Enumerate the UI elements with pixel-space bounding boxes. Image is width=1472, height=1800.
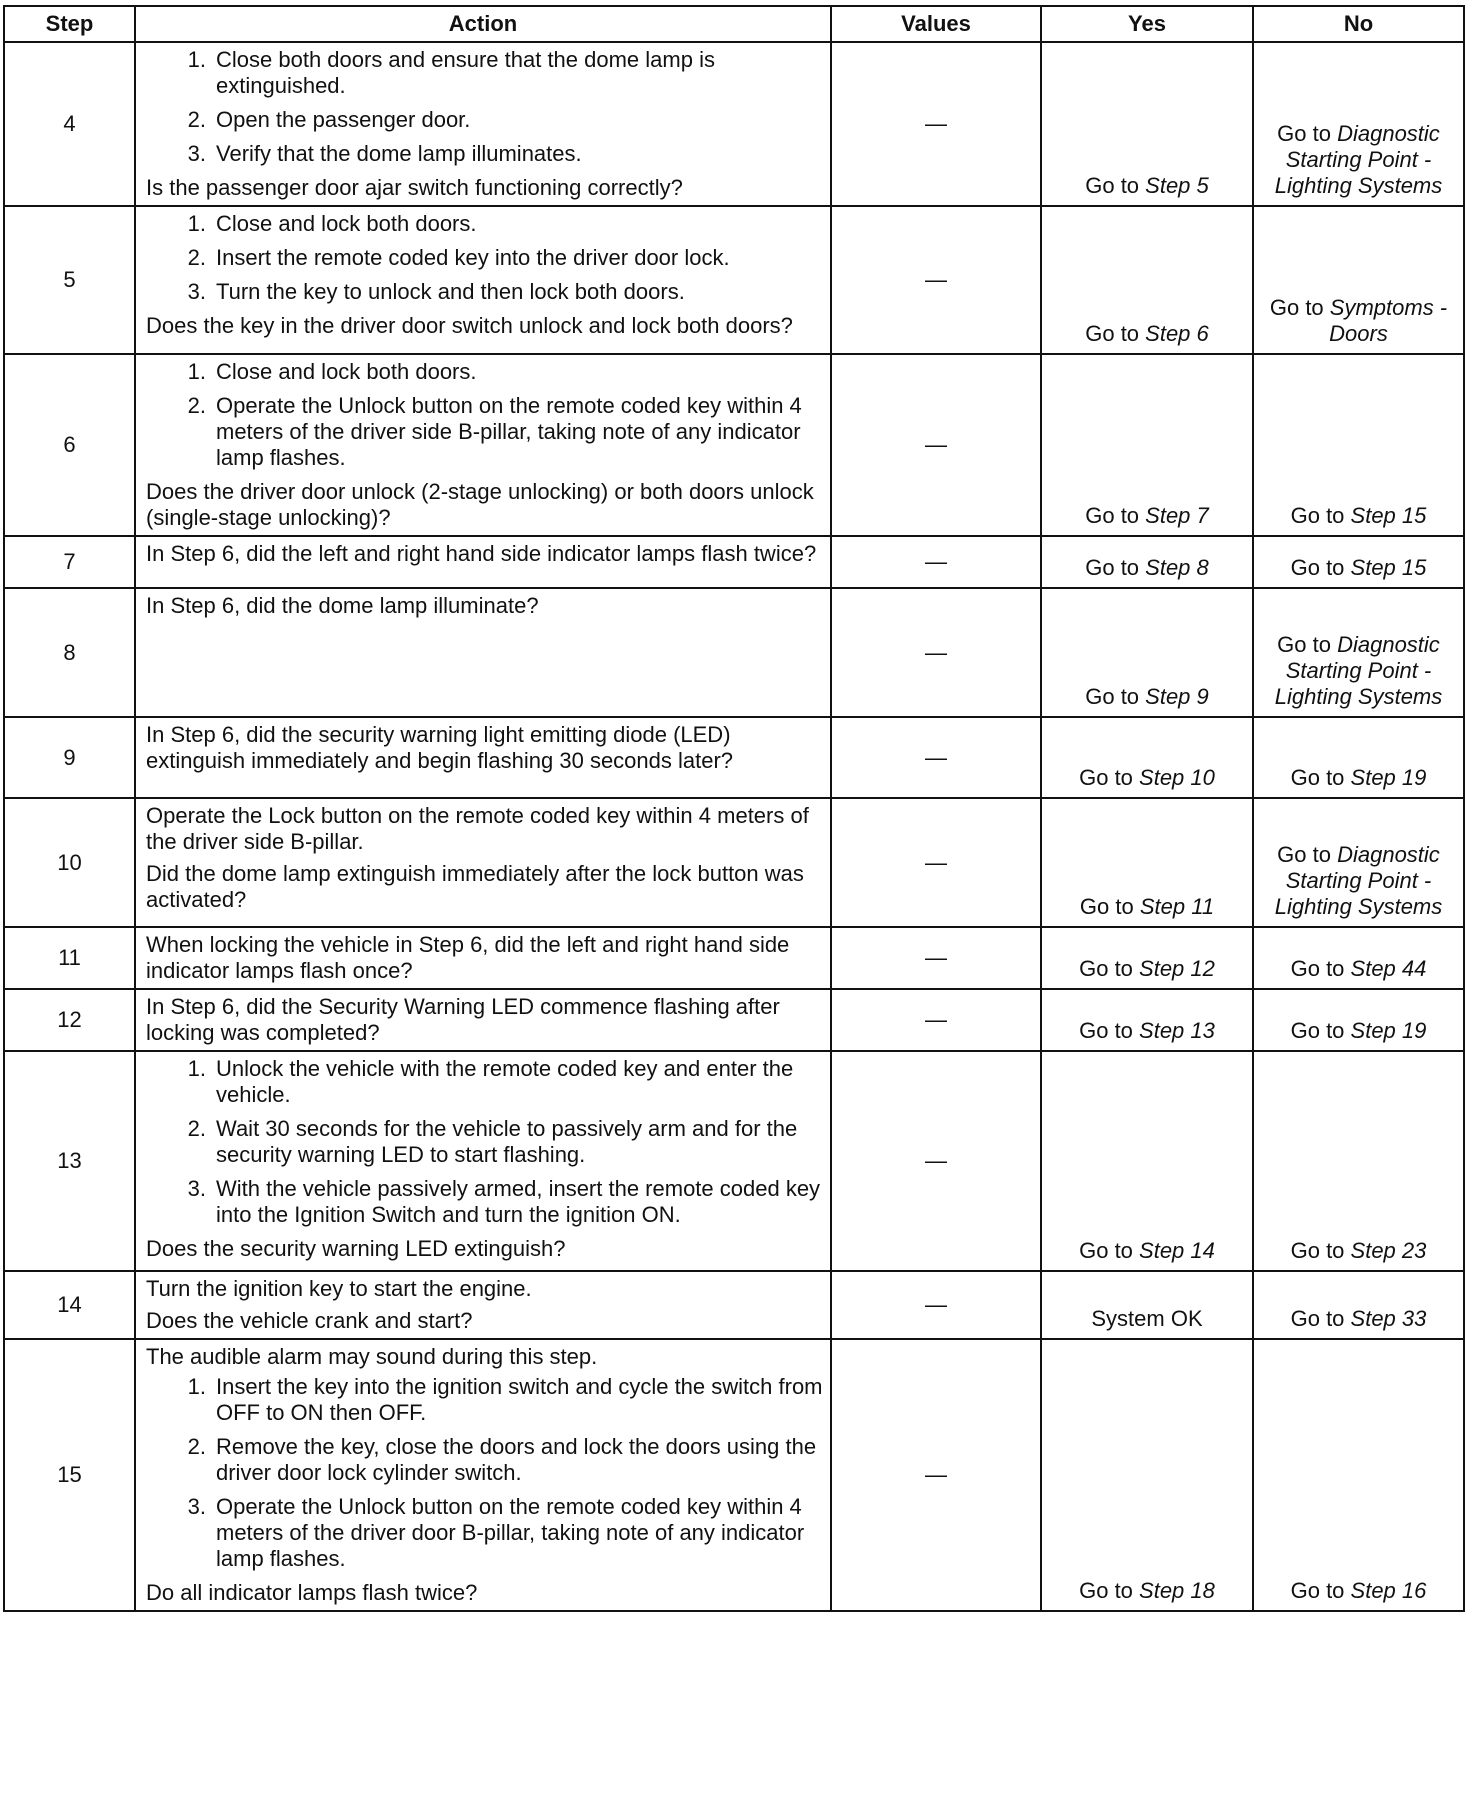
diagnostic-table [3, 5, 1465, 1612]
no-cell [1253, 354, 1464, 536]
values-cell: — [831, 1339, 1041, 1611]
action-step-number: 1. [187, 359, 206, 384]
values-cell: — [831, 42, 1041, 206]
action-step-item [146, 107, 824, 133]
action-step-text: Remove the key, close the doors and lock the doors using the driver door lock cylinder switch. [216, 1434, 817, 1485]
yes-prefix: Go to [1085, 321, 1146, 346]
no-reference: Step 44 [1350, 956, 1427, 981]
action-step-text: Open the passenger door. [216, 107, 471, 132]
table-row [4, 717, 1464, 798]
no-cell [1253, 717, 1464, 798]
action-step-number: 2. [187, 1116, 206, 1141]
action-cell [135, 588, 831, 717]
no-cell [1253, 1339, 1464, 1611]
no-prefix: Go to [1290, 1238, 1351, 1263]
values-cell: — [831, 798, 1041, 927]
table-row [4, 1051, 1464, 1271]
action-step-number: 2. [187, 393, 206, 418]
no-cell [1253, 989, 1464, 1051]
yes-prefix: Go to [1079, 1018, 1140, 1043]
action-step-text: Operate the Unlock button on the remote coded key within 4 meters of the driver side B-pillar, taking note of any indicator lamp flashes. [216, 393, 802, 470]
no-prefix: Go to [1277, 632, 1338, 657]
action-cell [135, 798, 831, 927]
no-reference: Diagnostic Starting Point - Lighting Systems [1274, 632, 1443, 709]
step-number: 8 [4, 588, 135, 717]
no-cell [1253, 536, 1464, 588]
action-cell [135, 536, 831, 588]
action-steps-list [146, 211, 824, 305]
yes-reference: Step 11 [1139, 894, 1215, 919]
action-step-item [146, 393, 824, 471]
yes-prefix: Go to [1085, 684, 1146, 709]
values-cell: — [831, 354, 1041, 536]
step-number: 15 [4, 1339, 135, 1611]
header-no: No [1253, 6, 1464, 42]
yes-reference: Step 6 [1145, 321, 1209, 346]
values-cell: — [831, 206, 1041, 354]
action-question: Does the key in the driver door switch unlock and lock both doors? [146, 313, 793, 338]
no-prefix: Go to [1290, 956, 1351, 981]
header-step: Step [4, 6, 135, 42]
yes-cell [1041, 1051, 1253, 1271]
step-number: 14 [4, 1271, 135, 1339]
action-cell [135, 989, 831, 1051]
yes-prefix: Go to [1079, 1238, 1140, 1263]
action-question: Does the security warning LED extinguish? [146, 1236, 566, 1261]
step-number: 12 [4, 989, 135, 1051]
yes-cell [1041, 588, 1253, 717]
action-step-number: 2. [187, 245, 206, 270]
action-question: In Step 6, did the left and right hand side indicator lamps flash twice? [146, 541, 817, 566]
table-row [4, 536, 1464, 588]
action-question: Do all indicator lamps flash twice? [146, 1580, 478, 1605]
values-cell: — [831, 927, 1041, 989]
action-step-text: Close both doors and ensure that the dome lamp is extinguished. [216, 47, 715, 98]
action-step-number: 1. [187, 1056, 206, 1081]
step-number: 6 [4, 354, 135, 536]
action-step-text: Close and lock both doors. [216, 359, 477, 384]
no-prefix: Go to [1290, 1578, 1351, 1603]
no-cell [1253, 588, 1464, 717]
action-step-item [146, 279, 824, 305]
yes-cell [1041, 1339, 1253, 1611]
action-cell [135, 354, 831, 536]
yes-cell [1041, 1271, 1253, 1339]
values-cell: — [831, 536, 1041, 588]
values-cell: — [831, 1271, 1041, 1339]
action-cell [135, 1051, 831, 1271]
action-step-number: 2. [187, 1434, 206, 1459]
no-reference: Step 23 [1350, 1238, 1427, 1263]
yes-cell [1041, 717, 1253, 798]
yes-prefix: Go to [1079, 1578, 1140, 1603]
yes-cell [1041, 354, 1253, 536]
action-steps-list [146, 1374, 824, 1572]
no-cell [1253, 1051, 1464, 1271]
no-cell [1253, 1271, 1464, 1339]
action-step-item [146, 1494, 824, 1572]
no-reference: Diagnostic Starting Point - Lighting Systems [1274, 121, 1443, 198]
yes-reference: Step 14 [1139, 1238, 1215, 1263]
action-question: In Step 6, did the security warning light emitting diode (LED) extinguish immediately and begin flashing 30 seconds later? [146, 722, 734, 773]
table-row [4, 1339, 1464, 1611]
values-cell: — [831, 989, 1041, 1051]
no-reference: Step 19 [1350, 765, 1427, 790]
yes-reference: Step 13 [1139, 1018, 1215, 1043]
table-row [4, 354, 1464, 536]
step-number: 11 [4, 927, 135, 989]
action-step-number: 1. [187, 211, 206, 236]
action-question: In Step 6, did the Security Warning LED commence flashing after locking was completed? [146, 994, 780, 1045]
action-step-item [146, 47, 824, 99]
action-step-text: Unlock the vehicle with the remote coded key and enter the vehicle. [216, 1056, 794, 1107]
action-step-text: Wait 30 seconds for the vehicle to passively arm and for the security warning LED to start flashing. [216, 1116, 798, 1167]
no-reference: Step 33 [1350, 1306, 1427, 1331]
yes-prefix: Go to [1085, 173, 1146, 198]
no-prefix: Go to [1277, 121, 1338, 146]
action-cell [135, 206, 831, 354]
no-reference: Step 19 [1350, 1018, 1427, 1043]
action-step-text: Close and lock both doors. [216, 211, 477, 236]
step-number: 9 [4, 717, 135, 798]
action-step-text: Turn the key to unlock and then lock both doors. [216, 279, 685, 304]
action-step-item [146, 245, 824, 271]
yes-cell [1041, 536, 1253, 588]
no-reference: Symptoms - Doors [1329, 295, 1448, 346]
yes-prefix: Go to [1085, 503, 1146, 528]
action-cell [135, 1339, 831, 1611]
action-step-number: 1. [187, 47, 206, 72]
values-cell: — [831, 717, 1041, 798]
action-question: In Step 6, did the dome lamp illuminate? [146, 593, 539, 618]
no-prefix: Go to [1290, 503, 1351, 528]
table-row [4, 927, 1464, 989]
header-yes: Yes [1041, 6, 1253, 42]
yes-cell [1041, 927, 1253, 989]
action-step-text: Insert the remote coded key into the driver door lock. [216, 245, 730, 270]
step-number: 13 [4, 1051, 135, 1271]
action-steps-list [146, 47, 824, 167]
no-reference: Diagnostic Starting Point - Lighting Systems [1274, 842, 1443, 919]
yes-reference: Step 8 [1145, 555, 1209, 580]
yes-prefix: Go to [1079, 765, 1140, 790]
action-question: When locking the vehicle in Step 6, did the left and right hand side indicator lamps flash once? [146, 932, 790, 983]
action-steps-list [146, 359, 824, 471]
action-question: Did the dome lamp extinguish immediately after the lock button was activated? [146, 861, 804, 912]
yes-reference: Step 10 [1139, 765, 1215, 790]
action-steps-list [146, 1056, 824, 1228]
no-cell [1253, 42, 1464, 206]
action-step-number: 3. [187, 279, 206, 304]
action-step-item [146, 141, 824, 167]
action-step-item [146, 1056, 824, 1108]
action-cell [135, 927, 831, 989]
action-step-text: Operate the Unlock button on the remote coded key within 4 meters of the driver door B-pillar, taking note of any indicator lamp flashes. [216, 1494, 805, 1571]
yes-cell [1041, 798, 1253, 927]
table-row [4, 42, 1464, 206]
action-cell [135, 717, 831, 798]
action-step-item [146, 1374, 824, 1426]
action-step-number: 3. [187, 1494, 206, 1519]
no-reference: Step 15 [1350, 503, 1427, 528]
action-step-text: With the vehicle passively armed, insert the remote coded key into the Ignition Switch and turn the ignition ON. [216, 1176, 821, 1227]
yes-reference: Step 9 [1145, 684, 1209, 709]
table-row [4, 1271, 1464, 1339]
action-instruction: Turn the ignition key to start the engine. [146, 1276, 532, 1301]
values-cell: — [831, 1051, 1041, 1271]
action-question: Does the vehicle crank and start? [146, 1308, 473, 1333]
no-prefix: Go to [1277, 842, 1338, 867]
yes-cell [1041, 206, 1253, 354]
step-number: 10 [4, 798, 135, 927]
action-step-item [146, 1116, 824, 1168]
header-action: Action [135, 6, 831, 42]
no-prefix: Go to [1290, 1306, 1351, 1331]
yes-prefix: Go to [1079, 894, 1140, 919]
action-question: Is the passenger door ajar switch functioning correctly? [146, 175, 683, 200]
table-row [4, 206, 1464, 354]
step-number: 5 [4, 206, 135, 354]
no-cell [1253, 798, 1464, 927]
yes-prefix: Go to [1079, 956, 1140, 981]
no-prefix: Go to [1290, 555, 1351, 580]
action-step-item [146, 359, 824, 385]
no-reference: Step 16 [1350, 1578, 1427, 1603]
action-instruction: The audible alarm may sound during this step. [146, 1344, 598, 1369]
yes-reference: Step 18 [1139, 1578, 1215, 1603]
yes-prefix: System OK [1091, 1306, 1203, 1331]
yes-reference: Step 7 [1145, 503, 1209, 528]
action-step-text: Verify that the dome lamp illuminates. [216, 141, 582, 166]
diagnostic-table-page [3, 5, 1463, 1612]
yes-cell [1041, 989, 1253, 1051]
action-step-item [146, 211, 824, 237]
table-row [4, 989, 1464, 1051]
table-row [4, 588, 1464, 717]
yes-reference: Step 12 [1139, 956, 1215, 981]
action-step-number: 2. [187, 107, 206, 132]
action-question: Does the driver door unlock (2-stage unlocking) or both doors unlock (single-stage unlocking)? [146, 479, 814, 530]
action-step-number: 3. [187, 141, 206, 166]
table-row [4, 798, 1464, 927]
step-number: 4 [4, 42, 135, 206]
action-step-number: 1. [187, 1374, 206, 1399]
values-cell: — [831, 588, 1041, 717]
action-step-item [146, 1434, 824, 1486]
no-reference: Step 15 [1350, 555, 1427, 580]
action-step-text: Insert the key into the ignition switch and cycle the switch from OFF to ON then OFF. [216, 1374, 823, 1425]
yes-cell [1041, 42, 1253, 206]
action-cell [135, 42, 831, 206]
table-header-row [4, 6, 1464, 42]
no-prefix: Go to [1290, 1018, 1351, 1043]
table-body [4, 42, 1464, 1611]
no-cell [1253, 206, 1464, 354]
yes-prefix: Go to [1085, 555, 1146, 580]
action-cell [135, 1271, 831, 1339]
no-cell [1253, 927, 1464, 989]
action-step-number: 3. [187, 1176, 206, 1201]
no-prefix: Go to [1269, 295, 1330, 320]
header-values: Values [831, 6, 1041, 42]
action-step-item [146, 1176, 824, 1228]
step-number: 7 [4, 536, 135, 588]
yes-reference: Step 5 [1145, 173, 1209, 198]
no-prefix: Go to [1290, 765, 1351, 790]
action-instruction: Operate the Lock button on the remote coded key within 4 meters of the driver side B-pillar. [146, 803, 809, 854]
